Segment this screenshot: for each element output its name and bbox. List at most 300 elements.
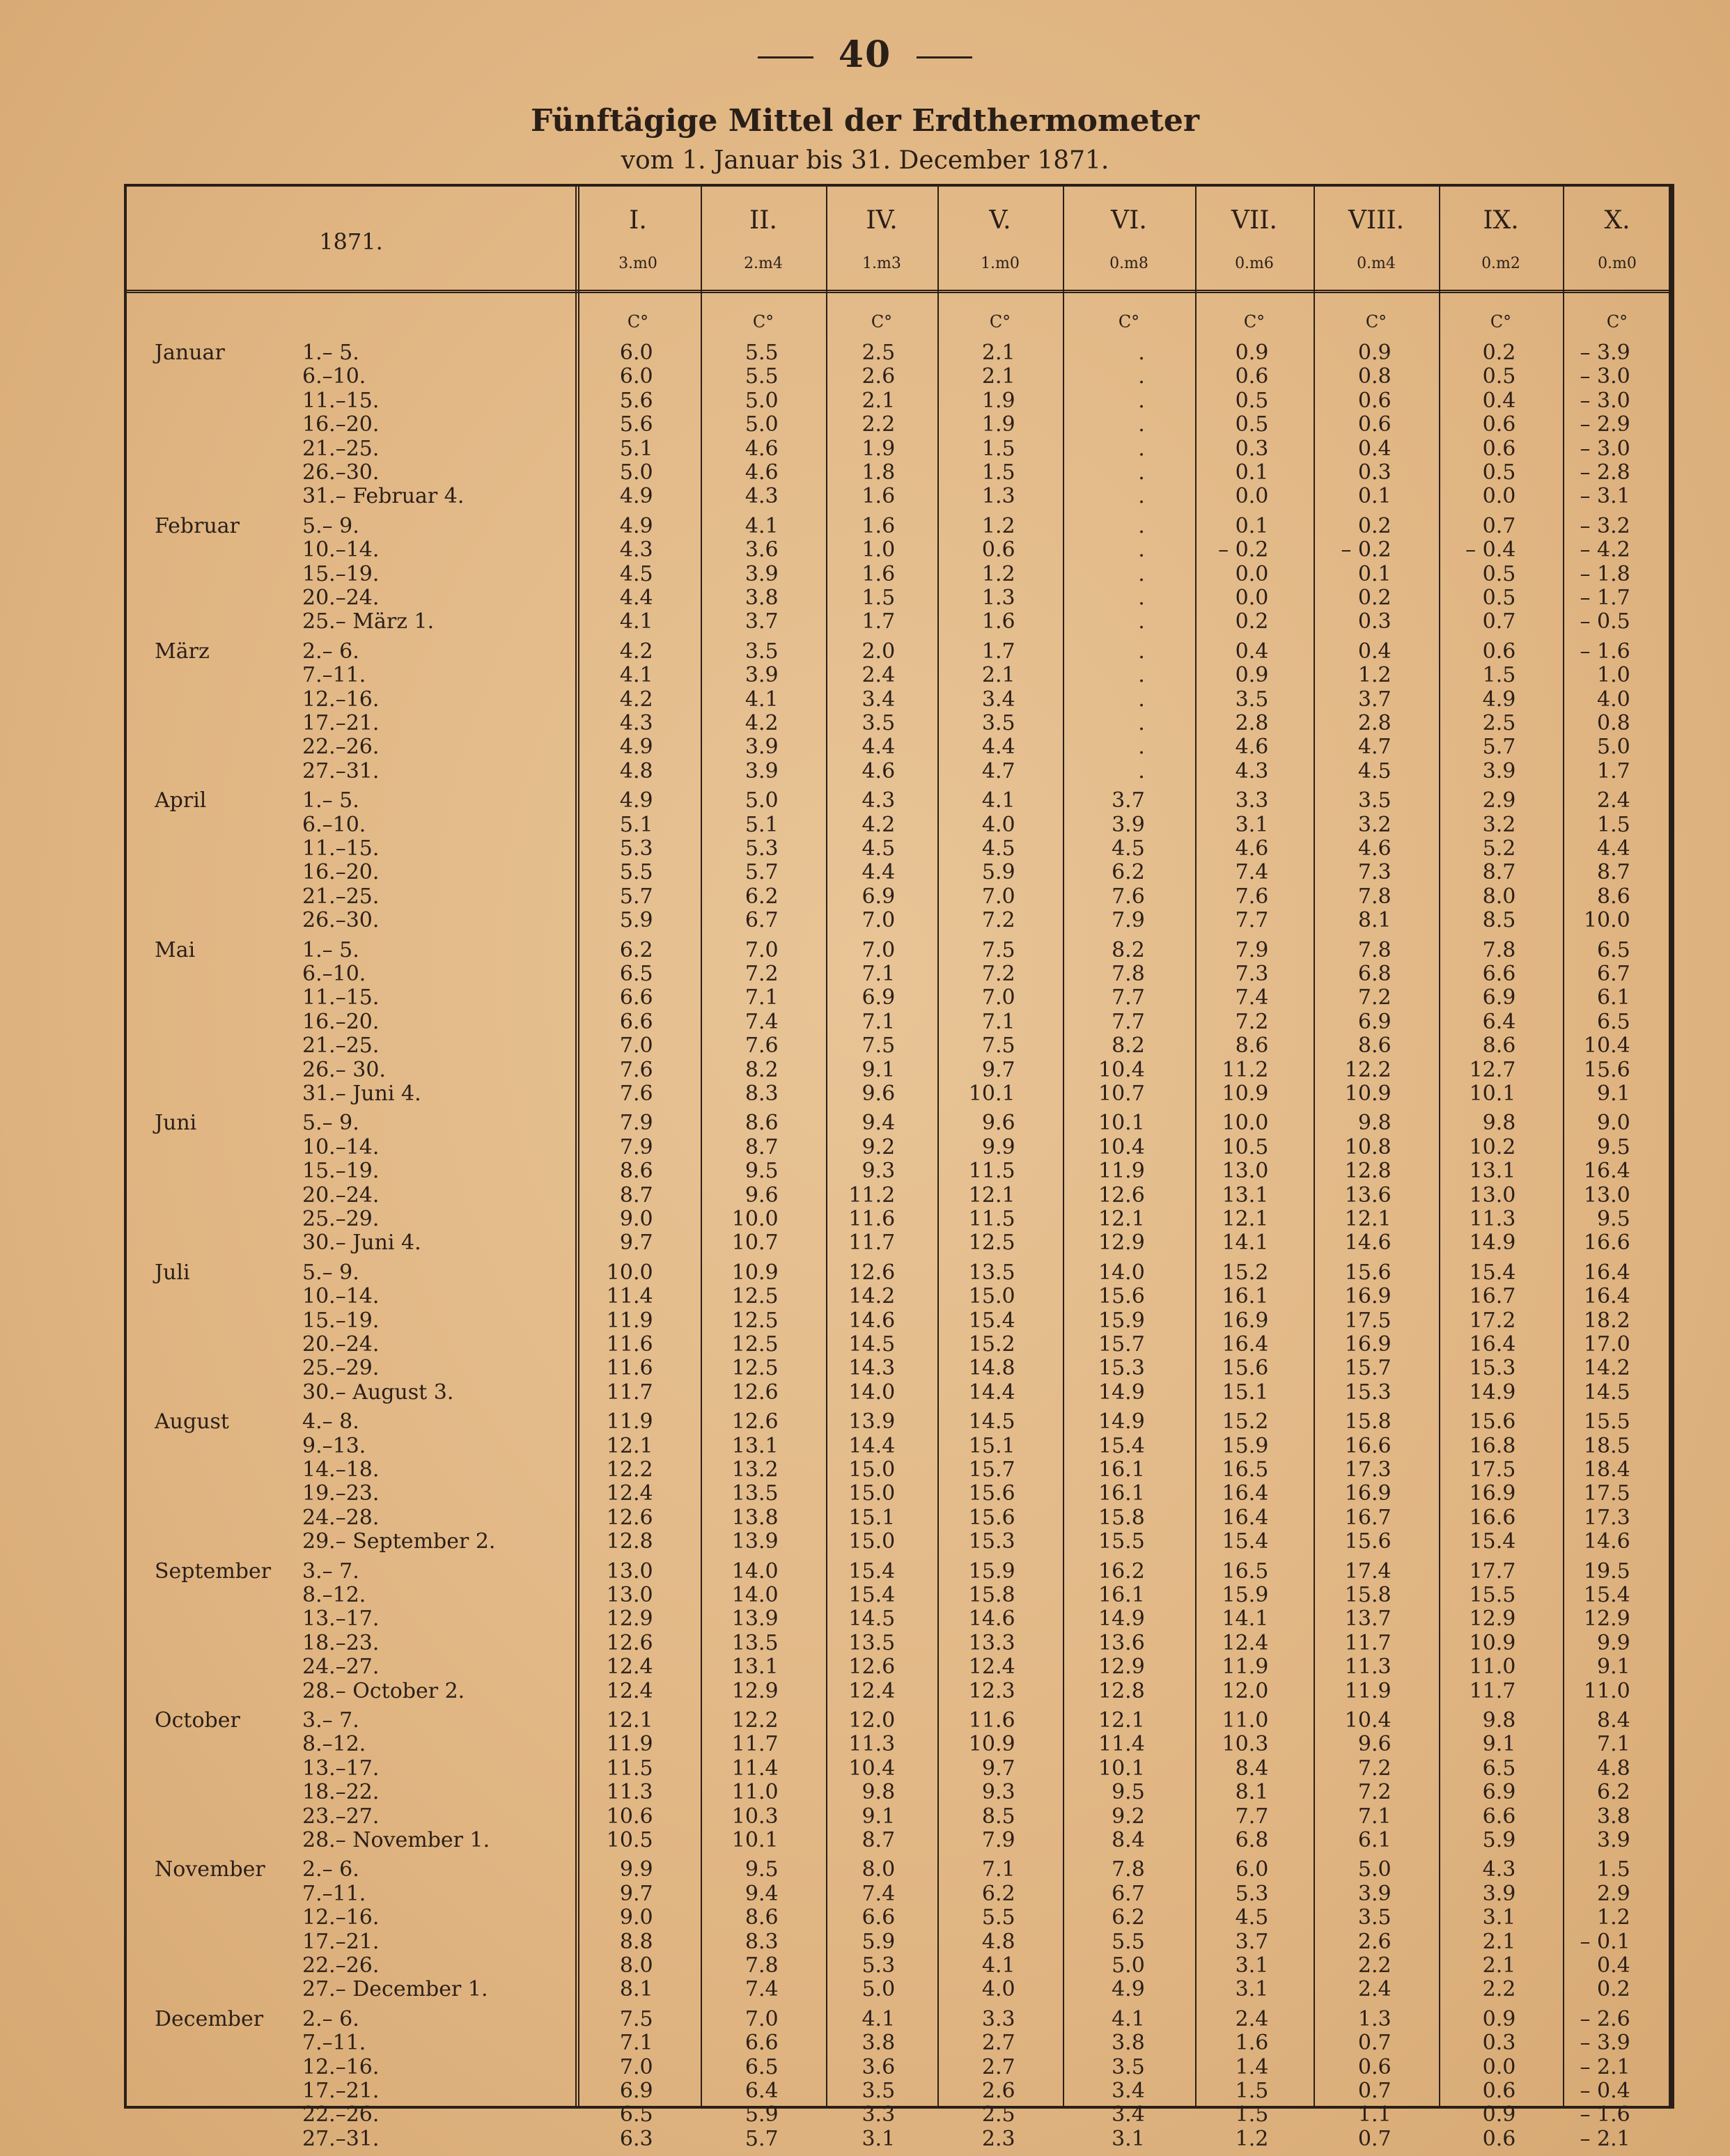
table-cell-value: 3.1 [1235, 812, 1269, 837]
period-label: 24.–28. [302, 1505, 380, 1530]
table-cell-value: 3.1 [1235, 1977, 1269, 2002]
table-cell-value: 0.0 [1235, 586, 1269, 610]
table-cell-value: – 0.2 [1218, 538, 1269, 563]
table-cell-value: 6.6 [745, 2031, 779, 2056]
period-label: 25.–29. [302, 1356, 380, 1381]
table-cell-value: 6.7 [1112, 1881, 1145, 1906]
table-cell-value: 13.9 [848, 1409, 896, 1435]
table-cell-value: 3.4 [1112, 2079, 1145, 2103]
table-cell-value: 10.3 [1222, 1732, 1269, 1757]
table-cell-value: 14.2 [848, 1284, 896, 1309]
table-cell-value: 7.4 [745, 1977, 779, 2002]
table-cell-value: 8.6 [619, 1159, 653, 1184]
table-cell-value: 7.7 [1235, 1804, 1269, 1829]
table-cell-value: 16.4 [1222, 1332, 1269, 1357]
period-label: 31.– Februar 4. [302, 484, 465, 509]
table-cell-value: 12.6 [848, 1655, 896, 1680]
period-label: 30.– August 3. [302, 1380, 454, 1405]
table-cell-value: 9.2 [1112, 1804, 1145, 1829]
table-cell-value: 7.4 [1235, 860, 1269, 885]
table-cell-value: 6.8 [1357, 962, 1392, 986]
table-cell-value: 12.0 [1222, 1678, 1269, 1703]
document-subtitle: vom 1. Januar bis 31. December 1871. [621, 146, 1109, 175]
table-cell-value: 11.4 [731, 1756, 779, 1781]
table-cell-value: 4.3 [1235, 758, 1269, 783]
table-cell-value: 4.1 [745, 513, 779, 538]
table-cell-value: 15.2 [968, 1332, 1015, 1357]
table-cell-value: 4.5 [1235, 1905, 1269, 1930]
table-cell-value: 3.9 [745, 561, 779, 586]
period-label: 16.–20. [302, 1009, 380, 1034]
table-cell-value: 1.2 [981, 513, 1015, 538]
table-cell-value: 16.9 [1344, 1481, 1392, 1506]
table-cell-value: 15.6 [1583, 1057, 1630, 1082]
table-cell-value: 11.7 [731, 1732, 779, 1757]
table-cell-value: 9.8 [1357, 1111, 1392, 1136]
table-cell-value: 10.7 [731, 1231, 779, 1256]
table-cell-value: 7.7 [1235, 908, 1269, 933]
table-cell-value: 12.1 [968, 1182, 1015, 1208]
table-cell-value: 4.4 [1597, 836, 1630, 861]
table-cell-value: 0.3 [1357, 609, 1392, 634]
table-cell-value: 13.0 [606, 1559, 653, 1584]
table-cell-value: 1.5 [1235, 2079, 1269, 2103]
table-cell-value: 5.7 [745, 2126, 779, 2151]
table-cell-value: 1.7 [862, 609, 896, 634]
table-cell-value: 15.0 [968, 1284, 1015, 1309]
table-cell-value: – 0.2 [1341, 538, 1392, 563]
column-unit-label: C° [1118, 312, 1140, 331]
table-cell-value: 3.7 [1357, 687, 1392, 712]
table-cell-value: 1.9 [981, 388, 1015, 413]
table-cell-value: 12.9 [1098, 1655, 1145, 1680]
table-cell-value: . [1138, 561, 1145, 586]
table-cell-value: 2.7 [981, 2054, 1015, 2079]
table-cell-value: – 0.4 [1580, 2079, 1630, 2103]
table-cell-value: 15.6 [1222, 1356, 1269, 1381]
table-cell-value: 9.5 [745, 1159, 779, 1184]
table-cell-value: 4.7 [981, 758, 1015, 783]
table-cell-value: 3.9 [1597, 1828, 1630, 1852]
table-cell-value: 16.4 [1469, 1332, 1516, 1357]
table-cell-value: 14.6 [1344, 1231, 1392, 1256]
period-label: 17.–21. [302, 711, 380, 735]
table-cell-value: 4.1 [619, 609, 653, 634]
period-label: 22.–26. [302, 1953, 380, 1978]
table-cell-value: 7.1 [862, 1009, 896, 1034]
table-cell-value: 12.6 [731, 1380, 779, 1405]
period-label: 20.–24. [302, 1182, 380, 1208]
table-cell-value: 7.0 [981, 985, 1015, 1010]
table-cell-value: 3.1 [862, 2126, 896, 2151]
table-cell-value: 2.1 [862, 388, 896, 413]
table-cell-value: 15.3 [1469, 1356, 1516, 1381]
table-cell-value: 11.7 [848, 1231, 896, 1256]
table-cell-value: 8.0 [862, 1857, 896, 1882]
period-label: 15.–19. [302, 561, 380, 586]
table-cell-value: 0.1 [1235, 460, 1269, 485]
table-cell-value: 5.1 [619, 812, 653, 837]
table-cell-value: 15.8 [968, 1583, 1015, 1607]
table-cell-value: – 2.6 [1580, 2006, 1630, 2031]
table-cell-value: 9.7 [619, 1231, 653, 1256]
table-cell-value: 0.6 [1482, 436, 1516, 461]
table-cell-value: 5.7 [745, 860, 779, 885]
period-label: 6.–10. [302, 812, 366, 837]
period-label: 14.–18. [302, 1458, 380, 1482]
table-cell-value: 1.8 [862, 460, 896, 485]
table-cell-value: 9.3 [981, 1780, 1015, 1805]
table-cell-value: 13.5 [731, 1630, 779, 1655]
period-label: 26.–30. [302, 460, 380, 485]
table-cell-value: 1.2 [1597, 1905, 1630, 1930]
table-cell-value: 12.6 [606, 1630, 653, 1655]
table-cell-value: 1.5 [1597, 1857, 1630, 1882]
period-label: 24.–27. [302, 1655, 380, 1680]
table-cell-value: 15.5 [1583, 1409, 1630, 1435]
table-cell-value: 8.4 [1597, 1708, 1630, 1733]
table-cell-value: 8.6 [1597, 884, 1630, 909]
period-label: 16.–20. [302, 860, 380, 885]
table-cell-value: 17.5 [1344, 1308, 1392, 1333]
table-cell-value: 0.1 [1235, 513, 1269, 538]
table-cell-value: 14.1 [1222, 1231, 1269, 1256]
table-cell-value: 10.4 [1098, 1057, 1145, 1082]
table-cell-value: 1.5 [1597, 812, 1630, 837]
table-cell-value: 5.3 [1235, 1881, 1269, 1906]
period-label: 18.–23. [302, 1630, 380, 1655]
period-label: 12.–16. [302, 687, 380, 712]
table-cell-value: 2.3 [981, 2126, 1015, 2151]
table-cell-value: 4.5 [1112, 836, 1145, 861]
table-cell-value: 15.4 [1222, 1529, 1269, 1554]
table-cell-value: 10.4 [1344, 1708, 1392, 1733]
table-cell-value: 12.6 [606, 1505, 653, 1530]
table-cell-value: – 1.8 [1580, 561, 1630, 586]
table-cell-value: 14.5 [848, 1332, 896, 1357]
table-cell-value: 6.6 [1482, 1804, 1516, 1829]
table-cell-value: 7.2 [1235, 1009, 1269, 1034]
column-roman-label: I. [629, 206, 647, 235]
table-cell-value: 12.5 [968, 1231, 1015, 1256]
table-cell-value: 15.2 [1222, 1409, 1269, 1435]
month-label: Juni [155, 1111, 197, 1136]
table-cell-value: 5.0 [1597, 735, 1630, 760]
table-cell-value: 16.7 [1344, 1505, 1392, 1530]
table-cell-value: 7.6 [745, 1033, 779, 1059]
table-cell-value: 15.9 [1098, 1308, 1145, 1333]
table-cell-value: 12.5 [731, 1308, 779, 1333]
table-cell-value: 4.1 [981, 1953, 1015, 1978]
table-cell-value: 2.5 [862, 341, 896, 365]
table-cell-value: 15.3 [1098, 1356, 1145, 1381]
table-cell-value: 13.1 [1222, 1182, 1269, 1208]
period-label: 15.–19. [302, 1159, 380, 1184]
table-cell-value: 11.9 [606, 1409, 653, 1435]
table-cell-value: 12.9 [1098, 1231, 1145, 1256]
table-cell-value: 7.8 [1357, 884, 1392, 909]
table-cell-value: 3.3 [862, 2102, 896, 2127]
table-cell-value: 2.1 [981, 364, 1015, 389]
period-label: 22.–26. [302, 735, 380, 760]
table-cell-value: 14.5 [968, 1409, 1015, 1435]
table-cell-value: 10.5 [1222, 1134, 1269, 1159]
table-cell-value: 4.8 [619, 758, 653, 783]
table-cell-value: 2.4 [1597, 788, 1630, 813]
table-cell-value: 3.7 [1235, 1929, 1269, 1954]
table-cell-value: 7.8 [1482, 937, 1516, 962]
table-cell-value: 14.9 [1098, 1607, 1145, 1632]
table-cell-value: 7.4 [1235, 985, 1269, 1010]
table-cell-value: 15.1 [968, 1433, 1015, 1458]
table-cell-value: 15.1 [848, 1505, 896, 1530]
table-cell-value: 4.8 [981, 1929, 1015, 1954]
table-cell-value: 11.9 [606, 1732, 653, 1757]
table-cell-value: 9.8 [1482, 1111, 1516, 1136]
table-cell-value: 15.0 [848, 1529, 896, 1554]
column-depth-label: 0.m6 [1235, 255, 1274, 272]
table-cell-value: 2.7 [981, 2031, 1015, 2056]
table-cell-value: 5.5 [619, 860, 653, 885]
table-cell-value: 9.7 [619, 1881, 653, 1906]
table-cell-value: 8.3 [745, 1081, 779, 1106]
column-depth-label: 0.m0 [1598, 255, 1637, 272]
table-cell-value: 4.9 [619, 735, 653, 760]
period-label: 3.– 7. [302, 1559, 359, 1584]
column-unit-label: C° [752, 312, 774, 331]
period-label: 7.–11. [302, 663, 366, 688]
table-cell-value: 5.0 [745, 388, 779, 413]
table-cell-value: 3.4 [1112, 2102, 1145, 2127]
period-label: 19.–23. [302, 1481, 380, 1506]
table-cell-value: 6.0 [619, 341, 653, 365]
table-cell-value: 10.1 [1098, 1756, 1145, 1781]
table-cell-value: 10.9 [731, 1260, 779, 1285]
table-cell-value: 15.5 [1469, 1583, 1516, 1607]
table-cell-value: 14.0 [1098, 1260, 1145, 1285]
period-label: 17.–21. [302, 2079, 380, 2103]
table-cell-value: 7.6 [1112, 884, 1145, 909]
period-label: 25.– März 1. [302, 609, 435, 634]
table-cell-value: 13.0 [1222, 1159, 1269, 1184]
table-cell-value: 7.1 [745, 985, 779, 1010]
column-roman-label: V. [989, 206, 1011, 235]
table-cell-value: 0.6 [1235, 364, 1269, 389]
month-label: November [155, 1857, 265, 1882]
table-cell-value: 0.7 [1482, 513, 1516, 538]
table-cell-value: 12.1 [606, 1708, 653, 1733]
table-cell-value: 13.1 [1469, 1159, 1516, 1184]
table-cell-value: 9.6 [981, 1111, 1015, 1136]
table-cell-value: 16.6 [1583, 1231, 1630, 1256]
table-cell-value: 8.7 [745, 1134, 779, 1159]
table-cell-value: . [1138, 513, 1145, 538]
table-cell-value: 3.9 [1112, 812, 1145, 837]
table-cell-value: 1.3 [981, 484, 1015, 509]
table-cell-value: 0.3 [1482, 2031, 1516, 2056]
table-cell-value: 0.6 [1357, 2054, 1392, 2079]
table-cell-value: 5.5 [1112, 1929, 1145, 1954]
table-cell-value: . [1138, 639, 1145, 664]
table-cell-value: – 3.0 [1580, 436, 1630, 461]
column-unit-label: C° [627, 312, 649, 331]
table-cell-value: 6.4 [745, 2079, 779, 2103]
period-label: 11.–15. [302, 836, 380, 861]
table-cell-value: 3.9 [745, 663, 779, 688]
table-cell-value: 8.6 [1482, 1033, 1516, 1059]
table-cell-value: 0.2 [1357, 513, 1392, 538]
table-cell-value: 12.4 [606, 1655, 653, 1680]
table-cell-value: 4.1 [1112, 2006, 1145, 2031]
table-cell-value: 7.6 [619, 1057, 653, 1082]
table-cell-value: 12.1 [1098, 1207, 1145, 1231]
table-cell-value: 2.1 [981, 663, 1015, 688]
period-label: 13.–17. [302, 1607, 380, 1632]
table-cell-value: 10.8 [1344, 1134, 1392, 1159]
table-cell-value: 12.7 [1469, 1057, 1516, 1082]
table-cell-value: 8.7 [1597, 860, 1630, 885]
period-label: 27.–31. [302, 758, 380, 783]
period-label: 15.–19. [302, 1308, 380, 1333]
table-cell-value: 14.6 [1583, 1529, 1630, 1554]
table-cell-value: 1.2 [981, 561, 1015, 586]
table-cell-value: 16.2 [1098, 1559, 1145, 1584]
table-cell-value: 4.4 [862, 860, 896, 885]
table-cell-value: 3.9 [1482, 758, 1516, 783]
table-cell-value: 16.1 [1098, 1458, 1145, 1482]
table-cell-value: 9.5 [1112, 1780, 1145, 1805]
table-cell-value: 7.7 [1112, 985, 1145, 1010]
table-cell-value: 2.1 [981, 341, 1015, 365]
table-cell-value: 5.9 [981, 860, 1015, 885]
month-label: Februar [155, 513, 240, 538]
period-label: 16.–20. [302, 412, 380, 437]
table-cell-value: 1.5 [862, 586, 896, 610]
table-cell-value: 12.4 [968, 1655, 1015, 1680]
table-cell-value: 11.2 [1222, 1057, 1269, 1082]
table-cell-value: . [1138, 388, 1145, 413]
table-cell-value: 1.6 [862, 513, 896, 538]
table-cell-value: 3.2 [1357, 812, 1392, 837]
table-cell-value: 7.1 [619, 2031, 653, 2056]
table-cell-value: 15.8 [1098, 1505, 1145, 1530]
table-cell-value: 4.6 [745, 460, 779, 485]
table-cell-value: – 1.6 [1580, 639, 1630, 664]
table-cell-value: 5.0 [619, 460, 653, 485]
table-cell-value: 5.1 [745, 812, 779, 837]
column-depth-label: 0.m4 [1357, 255, 1396, 272]
table-cell-value: 0.5 [1482, 364, 1516, 389]
table-cell-value: 14.5 [848, 1607, 896, 1632]
table-cell-value: 10.1 [968, 1081, 1015, 1106]
table-cell-value: 15.7 [968, 1458, 1015, 1482]
table-cell-value: 6.2 [619, 937, 653, 962]
table-cell-value: 8.4 [1235, 1756, 1269, 1781]
table-cell-value: 7.1 [1597, 1732, 1630, 1757]
table-cell-value: 0.6 [1482, 412, 1516, 437]
table-cell-value: 7.1 [981, 1857, 1015, 1882]
table-cell-value: 16.9 [1344, 1284, 1392, 1309]
table-cell-value: 5.9 [862, 1929, 896, 1954]
column-depth-label: 0.m2 [1481, 255, 1520, 272]
table-cell-value: 6.7 [1597, 962, 1630, 986]
table-cell-value: 16.6 [1344, 1433, 1392, 1458]
period-label: 21.–25. [302, 436, 380, 461]
table-cell-value: . [1138, 735, 1145, 760]
table-cell-value: 2.1 [1482, 1929, 1516, 1954]
page-number-dash-left [758, 56, 813, 58]
table-cell-value: 15.8 [1344, 1583, 1392, 1607]
table-cell-value: 3.1 [1482, 1905, 1516, 1930]
period-label: 4.– 8. [302, 1409, 359, 1435]
table-cell-value: 12.1 [1098, 1708, 1145, 1733]
table-cell-value: . [1138, 460, 1145, 485]
table-cell-value: 4.4 [619, 586, 653, 610]
table-cell-value: 13.8 [731, 1505, 779, 1530]
table-cell-value: 2.2 [1357, 1953, 1392, 1978]
table-cell-value: 10.0 [731, 1207, 779, 1231]
table-cell-value: 0.0 [1235, 484, 1269, 509]
table-cell-value: 0.9 [1482, 2006, 1516, 2031]
period-label: 11.–15. [302, 985, 380, 1010]
table-cell-value: 8.2 [745, 1057, 779, 1082]
table-cell-value: 6.6 [862, 1905, 896, 1930]
table-cell-value: . [1138, 538, 1145, 563]
table-cell-value: 6.6 [619, 985, 653, 1010]
table-cell-value: 11.7 [1469, 1678, 1516, 1703]
period-label: 28.– October 2. [302, 1678, 465, 1703]
table-cell-value: 15.2 [1222, 1260, 1269, 1285]
table-cell-value: 5.7 [619, 884, 653, 909]
table-cell-value: 15.6 [1344, 1260, 1392, 1285]
table-cell-value: 3.4 [862, 687, 896, 712]
table-cell-value: – 1.6 [1580, 2102, 1630, 2127]
table-cell-value: 5.5 [745, 364, 779, 389]
period-label: 30.– Juni 4. [302, 1231, 421, 1256]
table-cell-value: 8.6 [1357, 1033, 1392, 1059]
period-label: 29.– September 2. [302, 1529, 496, 1554]
table-cell-value: 11.7 [1344, 1630, 1392, 1655]
table-cell-value: 6.2 [1112, 1905, 1145, 1930]
table-cell-value: 0.8 [1597, 711, 1630, 735]
table-cell-value: 16.1 [1098, 1583, 1145, 1607]
table-cell-value: 9.6 [1357, 1732, 1392, 1757]
table-cell-value: 9.9 [1597, 1630, 1630, 1655]
table-cell-value: 5.0 [1112, 1953, 1145, 1978]
table-cell-value: 1.0 [862, 538, 896, 563]
table-cell-value: 6.7 [745, 908, 779, 933]
table-cell-value: 8.5 [981, 1804, 1015, 1829]
table-cell-value: 12.1 [1222, 1207, 1269, 1231]
table-cell-value: 0.7 [1357, 2126, 1392, 2151]
table-cell-value: . [1138, 484, 1145, 509]
period-label: 21.–25. [302, 1033, 380, 1059]
table-cell-value: 16.6 [1469, 1505, 1516, 1530]
table-cell-value: 11.6 [606, 1356, 653, 1381]
table-cell-value: 12.4 [606, 1481, 653, 1506]
table-cell-value: 4.4 [862, 735, 896, 760]
table-cell-value: 4.0 [981, 1977, 1015, 2002]
table-cell-value: 7.0 [619, 2054, 653, 2079]
table-cell-value: 14.1 [1222, 1607, 1269, 1632]
table-cell-value: 2.5 [1482, 711, 1516, 735]
table-cell-value: 15.6 [1344, 1529, 1392, 1554]
table-cell-value: 6.6 [1482, 962, 1516, 986]
table-cell-value: – 3.9 [1580, 2031, 1630, 2056]
table-cell-value: 4.3 [619, 711, 653, 735]
table-cell-value: 12.9 [1469, 1607, 1516, 1632]
table-cell-value: 16.4 [1583, 1159, 1630, 1184]
